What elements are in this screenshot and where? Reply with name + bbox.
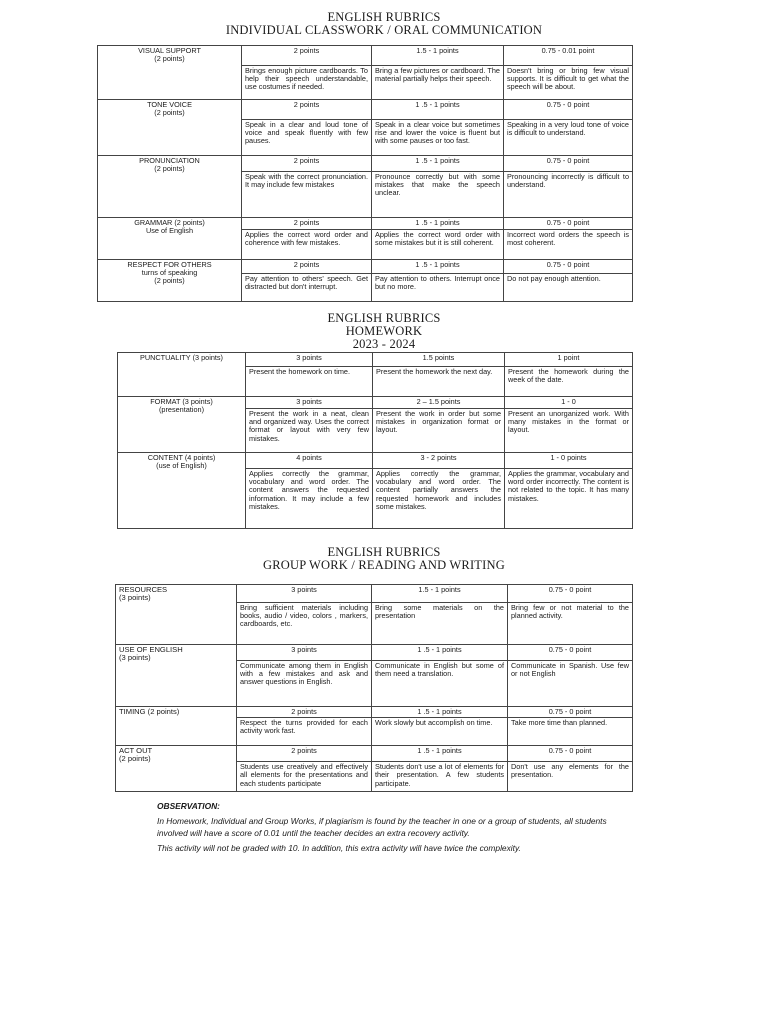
score-level-cell: 0.75 - 0 point — [508, 645, 633, 661]
descriptor-cell: Present an unorganized work. With many mistakes in the format or layout. — [505, 409, 633, 453]
descriptor-cell: Applies the correct word order with some mistakes but it is still coherent. — [372, 230, 504, 260]
rubric-level-row — [116, 585, 633, 603]
descriptor-cell: Applies the grammar, vocabulary and word order incorrectly. The content is not related to the topic. It has many mistakes. — [505, 469, 633, 529]
section2-title-line3: 2023 - 2024 — [352, 337, 416, 351]
criterion-cell: USE OF ENGLISH (3 points) — [116, 645, 237, 707]
descriptor-cell: Applies the correct word order and coherence with few mistakes. — [242, 230, 372, 260]
rubric-level-row — [98, 260, 633, 274]
rubric-level-row — [118, 353, 633, 367]
criterion-cell: CONTENT (4 points) (use of English) — [118, 453, 246, 529]
score-level-cell: 2 points — [242, 260, 372, 274]
descriptor-cell: Take more time than planned. — [508, 718, 633, 746]
descriptor-cell: Do not pay enough attention. — [504, 274, 633, 302]
score-level-cell: 2 points — [242, 46, 372, 66]
descriptor-cell: Pay attention to others' speech. Get distracted but don't interrupt. — [242, 274, 372, 302]
score-level-cell: 1 .5 - 1 points — [372, 100, 504, 120]
rubric-level-row — [98, 156, 633, 172]
descriptor-cell: Pronounce correctly but with some mistakes that make the speech unclear. — [372, 172, 504, 218]
rubric-level-row — [116, 746, 633, 762]
score-level-cell: 2 points — [237, 707, 372, 718]
descriptor-cell: Bring few or not material to the planned activity. — [508, 603, 633, 645]
descriptor-cell: Work slowly but accomplish on time. — [372, 718, 508, 746]
rubric-table-homework — [117, 352, 633, 529]
criterion-cell: PRONUNCIATION (2 points) — [98, 156, 242, 218]
score-level-cell: 0.75 - 0 point — [504, 100, 633, 120]
rubric-level-row — [98, 46, 633, 66]
section1-title-line2: INDIVIDUAL CLASSWORK / ORAL COMMUNICATION — [225, 23, 543, 37]
observation-paragraph-1: In Homework, Individual and Group Works, if plagiarism is found by the teacher in one or a group of students, all students involved will have a score of 0.01 until the teacher decides an extra recovery activity. — [157, 816, 607, 838]
score-level-cell: 0.75 - 0 point — [508, 707, 633, 718]
score-level-cell: 2 points — [237, 746, 372, 762]
observation-title: OBSERVATION: — [157, 801, 220, 811]
descriptor-cell: Present the homework on time. — [246, 367, 373, 397]
score-level-cell: 2 points — [242, 156, 372, 172]
score-level-cell: 1 .5 - 1 points — [372, 218, 504, 230]
score-level-cell: 1 point — [505, 353, 633, 367]
score-level-cell: 4 points — [246, 453, 373, 469]
rubric-table-oral-communication — [97, 45, 633, 302]
criterion-cell: RESOURCES (3 points) — [116, 585, 237, 645]
rubric-level-row — [116, 707, 633, 718]
score-level-cell: 1 - 0 — [505, 397, 633, 409]
rubric-level-row — [116, 645, 633, 661]
descriptor-cell: Bring some materials on the presentation — [372, 603, 508, 645]
descriptor-cell: Communicate in Spanish. Use few or not English — [508, 661, 633, 707]
rubric-table-group-work — [115, 584, 633, 792]
score-level-cell: 1.5 points — [373, 353, 505, 367]
score-level-cell: 2 points — [242, 218, 372, 230]
criterion-cell: RESPECT FOR OTHERS turns of speaking (2 points) — [98, 260, 242, 302]
descriptor-cell: Bring a few pictures or cardboard. The material partially helps their speech. — [372, 66, 504, 100]
descriptor-cell: Communicate in English but some of them need a translation. — [372, 661, 508, 707]
criterion-cell: TONE VOICE (2 points) — [98, 100, 242, 156]
section1-title — [0, 11, 768, 37]
score-level-cell: 1 - 0 points — [505, 453, 633, 469]
score-level-cell: 0.75 - 0.01 point — [504, 46, 633, 66]
score-level-cell: 1 .5 - 1 points — [372, 746, 508, 762]
descriptor-cell: Present the homework during the week of the date. — [505, 367, 633, 397]
score-level-cell: 1.5 - 1 points — [372, 46, 504, 66]
score-level-cell: 2 – 1.5 points — [373, 397, 505, 409]
descriptor-cell: Incorrect word orders the speech is most coherent. — [504, 230, 633, 260]
observation-block — [157, 800, 627, 857]
descriptor-cell: Speaking in a very loud tone of voice is difficult to understand. — [504, 120, 633, 156]
score-level-cell: 1 .5 - 1 points — [372, 156, 504, 172]
score-level-cell: 1.5 - 1 points — [372, 585, 508, 603]
rubric-level-row — [118, 453, 633, 469]
section2-title-line1: ENGLISH RUBRICS — [327, 311, 441, 325]
descriptor-cell: Don't use any elements for the presentation. — [508, 762, 633, 792]
rubric-level-row — [118, 397, 633, 409]
score-level-cell: 3 points — [237, 585, 372, 603]
descriptor-cell: Pronouncing incorrectly is difficult to understand. — [504, 172, 633, 218]
descriptor-cell: Respect the turns provided for each activity work fast. — [237, 718, 372, 746]
descriptor-cell: Present the work in a neat, clean and organized way. Uses the correct format or layout with very few mistakes. — [246, 409, 373, 453]
descriptor-cell: Applies correctly the grammar, vocabulary and word order. The content answers the requested information. It may include a few mistakes. — [246, 469, 373, 529]
descriptor-cell: Bring sufficient materials including books, audio / video, colors , markers, cardboards, etc. — [237, 603, 372, 645]
descriptor-cell: Speak in a clear voice but sometimes rise and lower the voice is fluent but with some pauses or too fast. — [372, 120, 504, 156]
criterion-cell: VISUAL SUPPORT (2 points) — [98, 46, 242, 100]
rubric-level-row — [98, 100, 633, 120]
rubric-level-row — [98, 218, 633, 230]
score-level-cell: 3 points — [246, 353, 373, 367]
score-level-cell: 3 points — [237, 645, 372, 661]
descriptor-cell: Students don't use a lot of elements for their presentation. A few students participate. — [372, 762, 508, 792]
section3-title — [0, 546, 768, 572]
observation-paragraph-2: This activity will not be graded with 10. In addition, this extra activity will have twice the complexity. — [157, 843, 521, 853]
section1-title-line1: ENGLISH RUBRICS — [327, 10, 441, 24]
criterion-cell: FORMAT (3 points) (presentation) — [118, 397, 246, 453]
descriptor-cell: Present the work in order but some mistakes in organization format or layout. — [373, 409, 505, 453]
descriptor-cell: Doesn't bring or bring few visual supports. It is difficult to get what the speech will be about. — [504, 66, 633, 100]
score-level-cell: 0.75 - 0 point — [508, 585, 633, 603]
section2-title — [0, 312, 768, 351]
score-level-cell: 1 .5 - 1 points — [372, 707, 508, 718]
descriptor-cell: Speak in a clear and loud tone of voice and speak fluently with few pauses. — [242, 120, 372, 156]
section3-title-line1: ENGLISH RUBRICS — [327, 545, 441, 559]
score-level-cell: 2 points — [242, 100, 372, 120]
descriptor-cell: Present the homework the next day. — [373, 367, 505, 397]
score-level-cell: 3 points — [246, 397, 373, 409]
descriptor-cell: Pay attention to others. Interrupt once but no more. — [372, 274, 504, 302]
score-level-cell: 0.75 - 0 point — [508, 746, 633, 762]
score-level-cell: 0.75 - 0 point — [504, 260, 633, 274]
criterion-cell: TIMING (2 points) — [116, 707, 237, 746]
descriptor-cell: Brings enough picture cardboards. To help their speech understandable, use costumes if needed. — [242, 66, 372, 100]
descriptor-cell: Speak with the correct pronunciation. It may include few mistakes — [242, 172, 372, 218]
score-level-cell: 0.75 - 0 point — [504, 156, 633, 172]
descriptor-cell: Communicate among them in English with a few mistakes and ask and answer questions in English. — [237, 661, 372, 707]
score-level-cell: 1 .5 - 1 points — [372, 260, 504, 274]
score-level-cell: 0.75 - 0 point — [504, 218, 633, 230]
score-level-cell: 3 - 2 points — [373, 453, 505, 469]
section3-title-line2: GROUP WORK / READING AND WRITING — [263, 558, 505, 572]
criterion-cell: GRAMMAR (2 points) Use of English — [98, 218, 242, 260]
criterion-cell: ACT OUT (2 points) — [116, 746, 237, 792]
criterion-cell: PUNCTUALITY (3 points) — [118, 353, 246, 397]
descriptor-cell: Students use creatively and effectively all elements for the presentations and each students participate — [237, 762, 372, 792]
section2-title-line2: HOMEWORK — [345, 324, 423, 338]
descriptor-cell: Applies correctly the grammar, vocabulary and word order. The content partially answers the requested homework and includes some mistakes. — [373, 469, 505, 529]
score-level-cell: 1 .5 - 1 points — [372, 645, 508, 661]
